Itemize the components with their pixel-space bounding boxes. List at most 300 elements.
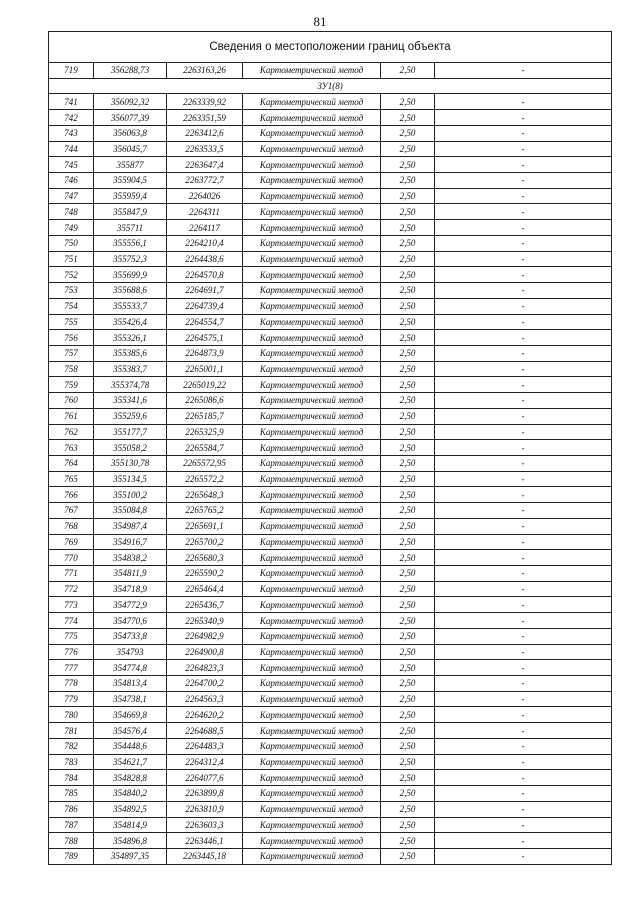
method-cell: Картометрический метод	[243, 471, 381, 487]
accuracy-cell: 2,50	[381, 786, 435, 802]
description-cell: -	[435, 188, 612, 204]
table-row	[49, 141, 612, 157]
point-number-cell: 750	[49, 235, 94, 251]
x-coordinate-cell: 355341,6	[94, 393, 167, 409]
y-coordinate-cell: 2265086,6	[167, 393, 243, 409]
description-cell: -	[435, 534, 612, 550]
method-cell: Картометрический метод	[243, 754, 381, 770]
y-coordinate-cell: 2263533,5	[167, 141, 243, 157]
y-coordinate-cell: 2263446,1	[167, 833, 243, 849]
accuracy-cell: 2,50	[381, 361, 435, 377]
point-number-cell: 785	[49, 786, 94, 802]
point-number-cell: 761	[49, 408, 94, 424]
accuracy-cell: 2,50	[381, 408, 435, 424]
table-row	[49, 613, 612, 629]
description-cell: -	[435, 644, 612, 660]
x-coordinate-cell: 355100,2	[94, 487, 167, 503]
x-coordinate-cell: 355688,6	[94, 283, 167, 299]
method-cell: Картометрический метод	[243, 581, 381, 597]
description-cell: -	[435, 581, 612, 597]
table-row	[49, 361, 612, 377]
table-row	[49, 424, 612, 440]
boundary-coordinates-table	[48, 31, 612, 865]
method-cell: Картометрический метод	[243, 157, 381, 173]
table-row	[49, 786, 612, 802]
section-label: ЗУ1(8)	[49, 78, 612, 94]
accuracy-cell: 2,50	[381, 455, 435, 471]
description-cell: -	[435, 393, 612, 409]
table-row	[49, 125, 612, 141]
table-title: Сведения о местоположении границ объекта	[49, 32, 612, 63]
point-number-cell: 789	[49, 848, 94, 864]
point-number-cell: 770	[49, 550, 94, 566]
point-number-cell: 752	[49, 267, 94, 283]
x-coordinate-cell: 355058,2	[94, 440, 167, 456]
description-cell: -	[435, 125, 612, 141]
table-row	[49, 754, 612, 770]
x-coordinate-cell: 355533,7	[94, 298, 167, 314]
accuracy-cell: 2,50	[381, 63, 435, 79]
table-row	[49, 220, 612, 236]
point-number-cell: 719	[49, 63, 94, 79]
x-coordinate-cell: 355084,8	[94, 503, 167, 519]
x-coordinate-cell: 354987,4	[94, 518, 167, 534]
description-cell: -	[435, 424, 612, 440]
point-number-cell: 748	[49, 204, 94, 220]
description-cell: -	[435, 754, 612, 770]
y-coordinate-cell: 2264823,3	[167, 660, 243, 676]
y-coordinate-cell: 2263412,6	[167, 125, 243, 141]
accuracy-cell: 2,50	[381, 424, 435, 440]
method-cell: Картометрический метод	[243, 723, 381, 739]
table-row	[49, 267, 612, 283]
table-row	[49, 251, 612, 267]
point-number-cell: 753	[49, 283, 94, 299]
point-number-cell: 784	[49, 770, 94, 786]
point-number-cell: 772	[49, 581, 94, 597]
table-row	[49, 833, 612, 849]
y-coordinate-cell: 2264575,1	[167, 330, 243, 346]
description-cell: -	[435, 817, 612, 833]
accuracy-cell: 2,50	[381, 440, 435, 456]
description-cell: -	[435, 330, 612, 346]
method-cell: Картометрический метод	[243, 738, 381, 754]
y-coordinate-cell: 2265765,2	[167, 503, 243, 519]
method-cell: Картометрический метод	[243, 141, 381, 157]
y-coordinate-cell: 2264554,7	[167, 314, 243, 330]
x-coordinate-cell: 355374,78	[94, 377, 167, 393]
description-cell: -	[435, 628, 612, 644]
description-cell: -	[435, 676, 612, 692]
point-number-cell: 768	[49, 518, 94, 534]
method-cell: Картометрический метод	[243, 220, 381, 236]
x-coordinate-cell: 356092,32	[94, 94, 167, 110]
point-number-cell: 780	[49, 707, 94, 723]
table-row	[49, 707, 612, 723]
method-cell: Картометрический метод	[243, 235, 381, 251]
method-cell: Картометрический метод	[243, 518, 381, 534]
method-cell: Картометрический метод	[243, 628, 381, 644]
accuracy-cell: 2,50	[381, 848, 435, 864]
y-coordinate-cell: 2264691,7	[167, 283, 243, 299]
point-number-cell: 786	[49, 801, 94, 817]
description-cell: -	[435, 833, 612, 849]
table-row	[49, 660, 612, 676]
point-number-cell: 744	[49, 141, 94, 157]
table-row	[49, 408, 612, 424]
x-coordinate-cell: 355699,9	[94, 267, 167, 283]
table-row	[49, 550, 612, 566]
y-coordinate-cell: 2263603,3	[167, 817, 243, 833]
method-cell: Картометрический метод	[243, 298, 381, 314]
method-cell: Картометрический метод	[243, 424, 381, 440]
x-coordinate-cell: 354774,8	[94, 660, 167, 676]
table-row	[49, 157, 612, 173]
description-cell: -	[435, 298, 612, 314]
x-coordinate-cell: 354772,9	[94, 597, 167, 613]
accuracy-cell: 2,50	[381, 691, 435, 707]
x-coordinate-cell: 354718,9	[94, 581, 167, 597]
description-cell: -	[435, 173, 612, 189]
x-coordinate-cell: 354738,1	[94, 691, 167, 707]
table-row	[49, 597, 612, 613]
point-number-cell: 742	[49, 110, 94, 126]
table-row	[49, 393, 612, 409]
accuracy-cell: 2,50	[381, 723, 435, 739]
point-number-cell: 763	[49, 440, 94, 456]
point-number-cell: 787	[49, 817, 94, 833]
x-coordinate-cell: 354733,8	[94, 628, 167, 644]
accuracy-cell: 2,50	[381, 173, 435, 189]
description-cell: -	[435, 110, 612, 126]
description-cell: -	[435, 770, 612, 786]
x-coordinate-cell: 356045,7	[94, 141, 167, 157]
y-coordinate-cell: 2263899,8	[167, 786, 243, 802]
x-coordinate-cell: 354916,7	[94, 534, 167, 550]
point-number-cell: 765	[49, 471, 94, 487]
table-row	[49, 801, 612, 817]
table-row	[49, 738, 612, 754]
description-cell: -	[435, 455, 612, 471]
accuracy-cell: 2,50	[381, 503, 435, 519]
method-cell: Картометрический метод	[243, 377, 381, 393]
table-row	[49, 817, 612, 833]
y-coordinate-cell: 2264117	[167, 220, 243, 236]
method-cell: Картометрический метод	[243, 848, 381, 864]
description-cell: -	[435, 848, 612, 864]
method-cell: Картометрический метод	[243, 707, 381, 723]
point-number-cell: 751	[49, 251, 94, 267]
accuracy-cell: 2,50	[381, 487, 435, 503]
table-row	[49, 235, 612, 251]
x-coordinate-cell: 355556,1	[94, 235, 167, 251]
accuracy-cell: 2,50	[381, 125, 435, 141]
x-coordinate-cell: 354814,9	[94, 817, 167, 833]
x-coordinate-cell: 354669,8	[94, 707, 167, 723]
method-cell: Картометрический метод	[243, 487, 381, 503]
y-coordinate-cell: 2263647,4	[167, 157, 243, 173]
accuracy-cell: 2,50	[381, 817, 435, 833]
description-cell: -	[435, 440, 612, 456]
accuracy-cell: 2,50	[381, 581, 435, 597]
method-cell: Картометрический метод	[243, 188, 381, 204]
accuracy-cell: 2,50	[381, 330, 435, 346]
accuracy-cell: 2,50	[381, 534, 435, 550]
method-cell: Картометрический метод	[243, 125, 381, 141]
description-cell: -	[435, 377, 612, 393]
method-cell: Картометрический метод	[243, 440, 381, 456]
x-coordinate-cell: 354448,6	[94, 738, 167, 754]
point-number-cell: 778	[49, 676, 94, 692]
table-row	[49, 691, 612, 707]
table-row	[49, 770, 612, 786]
y-coordinate-cell: 2264900,8	[167, 644, 243, 660]
x-coordinate-cell: 354813,4	[94, 676, 167, 692]
x-coordinate-cell: 355711	[94, 220, 167, 236]
y-coordinate-cell: 2263445,18	[167, 848, 243, 864]
x-coordinate-cell: 354838,2	[94, 550, 167, 566]
y-coordinate-cell: 2264438,6	[167, 251, 243, 267]
x-coordinate-cell: 354576,4	[94, 723, 167, 739]
page-number: 81	[313, 14, 327, 29]
method-cell: Картометрический метод	[243, 251, 381, 267]
accuracy-cell: 2,50	[381, 157, 435, 173]
x-coordinate-cell: 356288,73	[94, 63, 167, 79]
table-row	[49, 63, 612, 79]
point-number-cell: 766	[49, 487, 94, 503]
x-coordinate-cell: 355847,9	[94, 204, 167, 220]
accuracy-cell: 2,50	[381, 298, 435, 314]
table-row	[49, 173, 612, 189]
y-coordinate-cell: 2265436,7	[167, 597, 243, 613]
description-cell: -	[435, 314, 612, 330]
method-cell: Картометрический метод	[243, 691, 381, 707]
table-row	[49, 110, 612, 126]
accuracy-cell: 2,50	[381, 377, 435, 393]
y-coordinate-cell: 2264700,2	[167, 676, 243, 692]
description-cell: -	[435, 786, 612, 802]
x-coordinate-cell: 354811,9	[94, 566, 167, 582]
description-cell: -	[435, 503, 612, 519]
accuracy-cell: 2,50	[381, 801, 435, 817]
description-cell: -	[435, 157, 612, 173]
method-cell: Картометрический метод	[243, 817, 381, 833]
description-cell: -	[435, 518, 612, 534]
y-coordinate-cell: 2264620,2	[167, 707, 243, 723]
accuracy-cell: 2,50	[381, 770, 435, 786]
x-coordinate-cell: 355134,5	[94, 471, 167, 487]
y-coordinate-cell: 2265691,1	[167, 518, 243, 534]
description-cell: -	[435, 487, 612, 503]
table-row	[49, 487, 612, 503]
accuracy-cell: 2,50	[381, 628, 435, 644]
x-coordinate-cell: 354828,8	[94, 770, 167, 786]
x-coordinate-cell: 354896,8	[94, 833, 167, 849]
description-cell: -	[435, 345, 612, 361]
point-number-cell: 760	[49, 393, 94, 409]
x-coordinate-cell: 355385,6	[94, 345, 167, 361]
accuracy-cell: 2,50	[381, 345, 435, 361]
x-coordinate-cell: 355130,78	[94, 455, 167, 471]
x-coordinate-cell: 354840,2	[94, 786, 167, 802]
point-number-cell: 741	[49, 94, 94, 110]
y-coordinate-cell: 2265680,3	[167, 550, 243, 566]
method-cell: Картометрический метод	[243, 283, 381, 299]
accuracy-cell: 2,50	[381, 754, 435, 770]
y-coordinate-cell: 2264026	[167, 188, 243, 204]
table-row	[49, 534, 612, 550]
description-cell: -	[435, 220, 612, 236]
accuracy-cell: 2,50	[381, 833, 435, 849]
x-coordinate-cell: 356077,39	[94, 110, 167, 126]
x-coordinate-cell: 355904,5	[94, 173, 167, 189]
description-cell: -	[435, 94, 612, 110]
point-number-cell: 769	[49, 534, 94, 550]
point-number-cell: 771	[49, 566, 94, 582]
y-coordinate-cell: 2265584,7	[167, 440, 243, 456]
method-cell: Картометрический метод	[243, 455, 381, 471]
y-coordinate-cell: 2264312,4	[167, 754, 243, 770]
point-number-cell: 776	[49, 644, 94, 660]
table-row	[49, 644, 612, 660]
point-number-cell: 767	[49, 503, 94, 519]
method-cell: Картометрический метод	[243, 204, 381, 220]
description-cell: -	[435, 251, 612, 267]
table-row	[49, 377, 612, 393]
accuracy-cell: 2,50	[381, 566, 435, 582]
method-cell: Картометрический метод	[243, 597, 381, 613]
x-coordinate-cell: 355383,7	[94, 361, 167, 377]
method-cell: Картометрический метод	[243, 786, 381, 802]
point-number-cell: 757	[49, 345, 94, 361]
table-row	[49, 94, 612, 110]
y-coordinate-cell: 2265185,7	[167, 408, 243, 424]
x-coordinate-cell: 355426,4	[94, 314, 167, 330]
x-coordinate-cell: 355752,3	[94, 251, 167, 267]
table-row	[49, 298, 612, 314]
method-cell: Картометрический метод	[243, 566, 381, 582]
y-coordinate-cell: 2265340,9	[167, 613, 243, 629]
accuracy-cell: 2,50	[381, 518, 435, 534]
accuracy-cell: 2,50	[381, 393, 435, 409]
point-number-cell: 783	[49, 754, 94, 770]
y-coordinate-cell: 2265001,1	[167, 361, 243, 377]
accuracy-cell: 2,50	[381, 738, 435, 754]
x-coordinate-cell: 354892,5	[94, 801, 167, 817]
y-coordinate-cell: 2265700,2	[167, 534, 243, 550]
description-cell: -	[435, 235, 612, 251]
description-cell: -	[435, 691, 612, 707]
point-number-cell: 775	[49, 628, 94, 644]
point-number-cell: 755	[49, 314, 94, 330]
method-cell: Картометрический метод	[243, 801, 381, 817]
accuracy-cell: 2,50	[381, 660, 435, 676]
x-coordinate-cell: 354770,6	[94, 613, 167, 629]
x-coordinate-cell: 354793	[94, 644, 167, 660]
method-cell: Картометрический метод	[243, 110, 381, 126]
y-coordinate-cell: 2264570,8	[167, 267, 243, 283]
point-number-cell: 749	[49, 220, 94, 236]
point-number-cell: 756	[49, 330, 94, 346]
accuracy-cell: 2,50	[381, 283, 435, 299]
y-coordinate-cell: 2264483,3	[167, 738, 243, 754]
y-coordinate-cell: 2263351,59	[167, 110, 243, 126]
point-number-cell: 759	[49, 377, 94, 393]
point-number-cell: 764	[49, 455, 94, 471]
point-number-cell: 777	[49, 660, 94, 676]
y-coordinate-cell: 2265464,4	[167, 581, 243, 597]
description-cell: -	[435, 361, 612, 377]
description-cell: -	[435, 141, 612, 157]
x-coordinate-cell: 355877	[94, 157, 167, 173]
point-number-cell: 774	[49, 613, 94, 629]
y-coordinate-cell: 2264311	[167, 204, 243, 220]
description-cell: -	[435, 597, 612, 613]
accuracy-cell: 2,50	[381, 188, 435, 204]
description-cell: -	[435, 204, 612, 220]
x-coordinate-cell: 355326,1	[94, 330, 167, 346]
description-cell: -	[435, 801, 612, 817]
table-row	[49, 440, 612, 456]
table-row	[49, 283, 612, 299]
y-coordinate-cell: 2263810,9	[167, 801, 243, 817]
method-cell: Картометрический метод	[243, 660, 381, 676]
method-cell: Картометрический метод	[243, 644, 381, 660]
table-row	[49, 455, 612, 471]
description-cell: -	[435, 408, 612, 424]
accuracy-cell: 2,50	[381, 644, 435, 660]
method-cell: Картометрический метод	[243, 676, 381, 692]
method-cell: Картометрический метод	[243, 534, 381, 550]
method-cell: Картометрический метод	[243, 345, 381, 361]
table-row	[49, 314, 612, 330]
accuracy-cell: 2,50	[381, 141, 435, 157]
description-cell: -	[435, 660, 612, 676]
y-coordinate-cell: 2265648,3	[167, 487, 243, 503]
description-cell: -	[435, 283, 612, 299]
table-row	[49, 581, 612, 597]
point-number-cell: 754	[49, 298, 94, 314]
method-cell: Картометрический метод	[243, 770, 381, 786]
table-row	[49, 628, 612, 644]
x-coordinate-cell: 354621,7	[94, 754, 167, 770]
table-row	[49, 330, 612, 346]
accuracy-cell: 2,50	[381, 204, 435, 220]
method-cell: Картометрический метод	[243, 94, 381, 110]
method-cell: Картометрический метод	[243, 267, 381, 283]
method-cell: Картометрический метод	[243, 550, 381, 566]
table-title-row	[49, 32, 612, 63]
method-cell: Картометрический метод	[243, 408, 381, 424]
accuracy-cell: 2,50	[381, 550, 435, 566]
y-coordinate-cell: 2264563,3	[167, 691, 243, 707]
x-coordinate-cell: 356063,8	[94, 125, 167, 141]
point-number-cell: 788	[49, 833, 94, 849]
method-cell: Картометрический метод	[243, 314, 381, 330]
description-cell: -	[435, 707, 612, 723]
table-row	[49, 566, 612, 582]
method-cell: Картометрический метод	[243, 330, 381, 346]
point-number-cell: 746	[49, 173, 94, 189]
x-coordinate-cell: 355959,4	[94, 188, 167, 204]
accuracy-cell: 2,50	[381, 94, 435, 110]
point-number-cell: 747	[49, 188, 94, 204]
accuracy-cell: 2,50	[381, 110, 435, 126]
y-coordinate-cell: 2263772,7	[167, 173, 243, 189]
y-coordinate-cell: 2265325,9	[167, 424, 243, 440]
point-number-cell: 782	[49, 738, 94, 754]
y-coordinate-cell: 2265590,2	[167, 566, 243, 582]
